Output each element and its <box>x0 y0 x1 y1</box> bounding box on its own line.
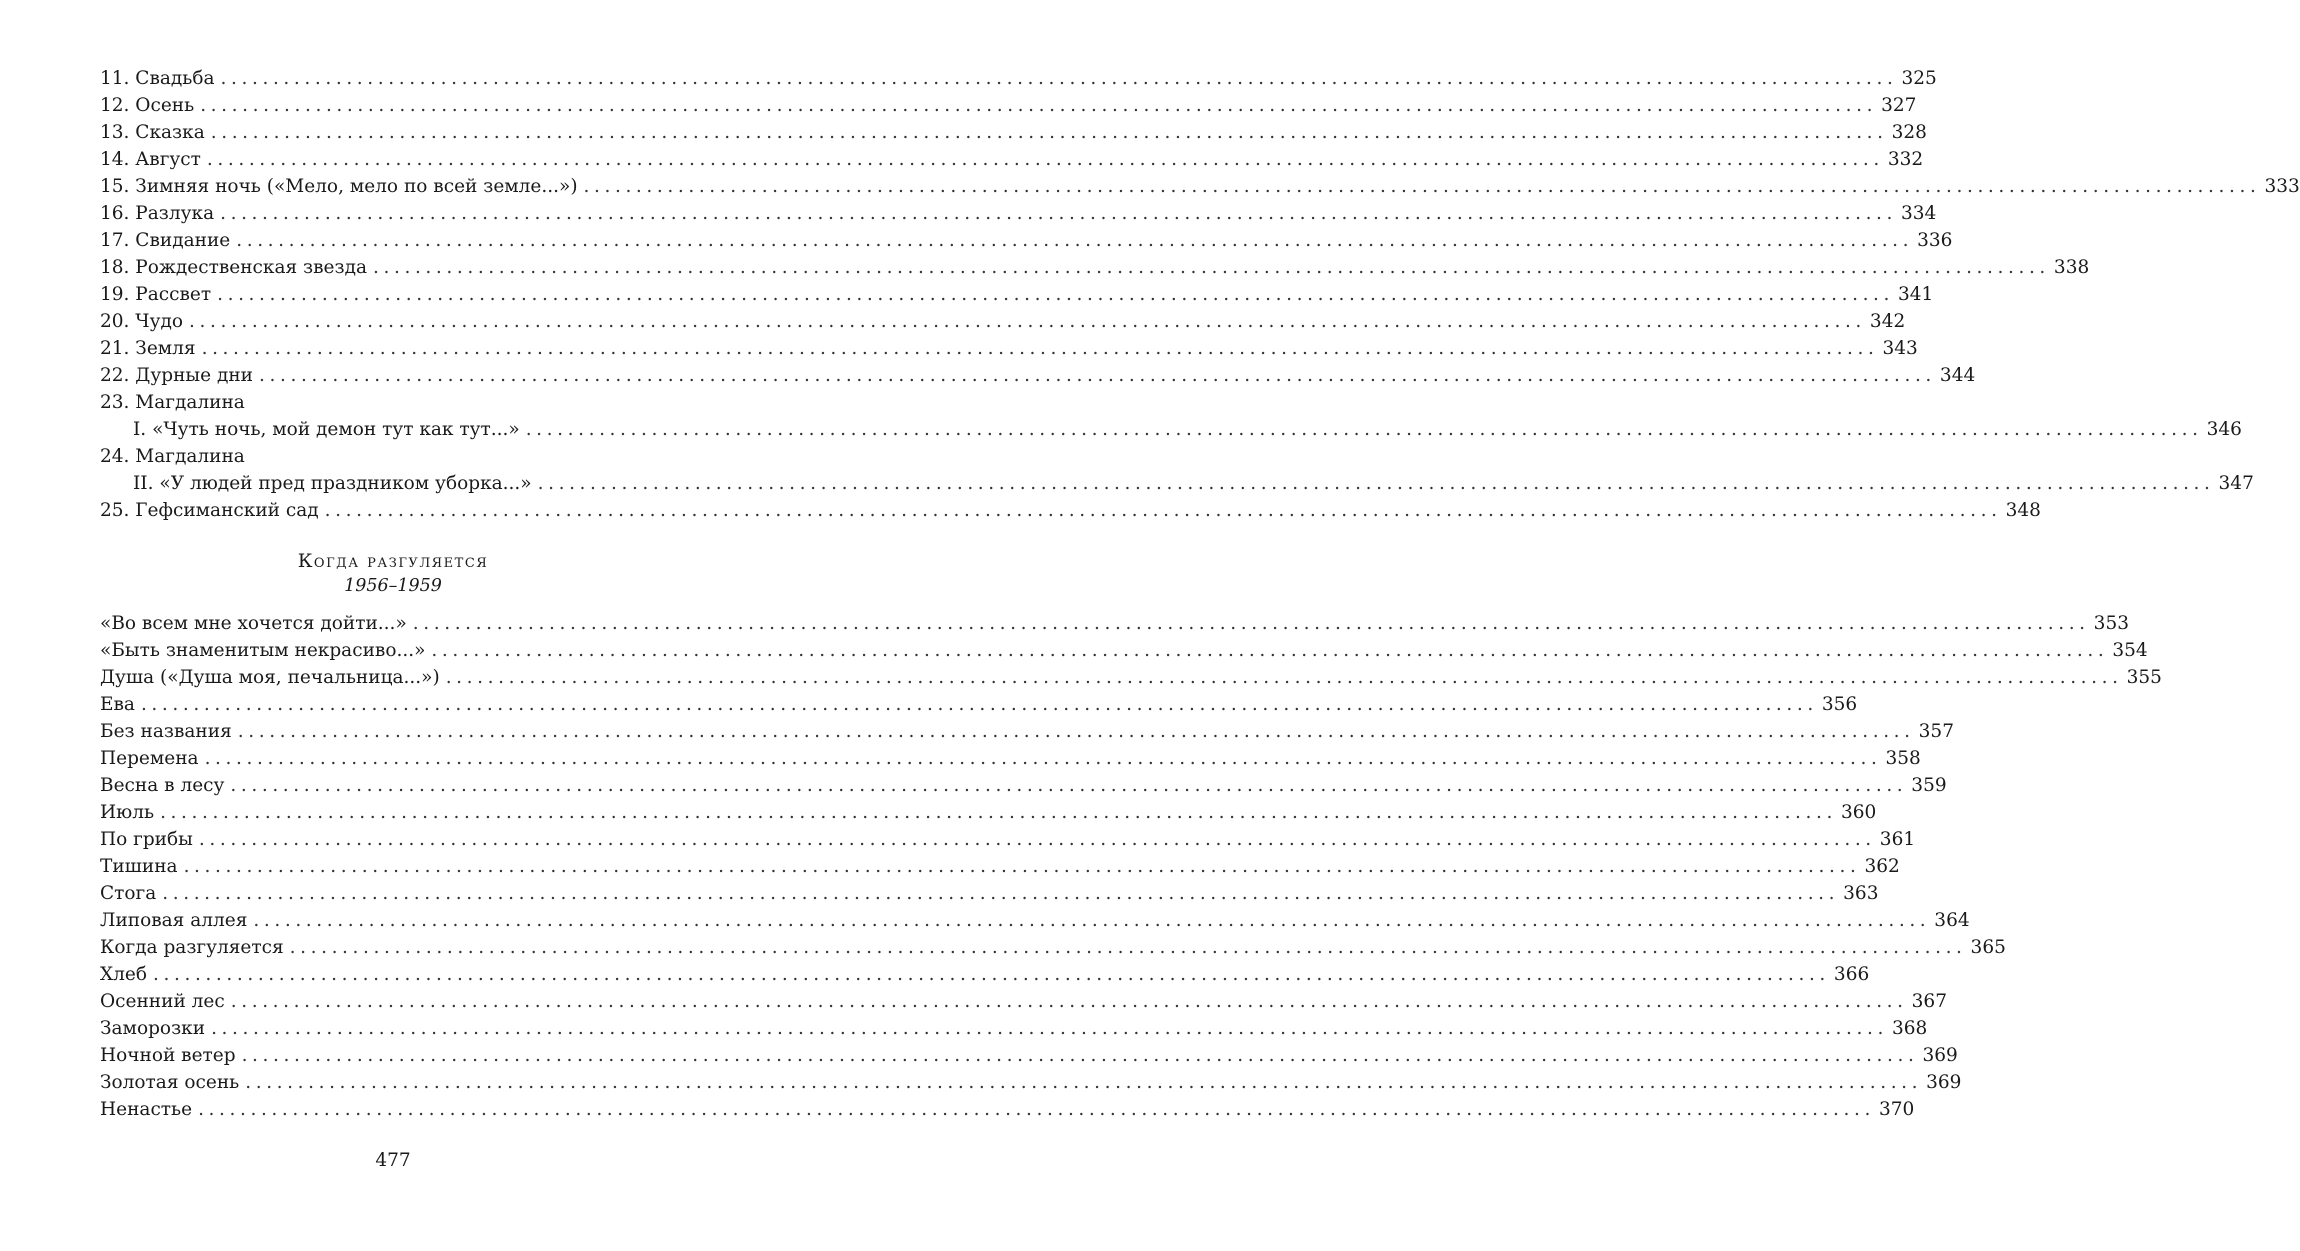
entry-title: 16. Разлука <box>100 203 215 224</box>
entry-title: Душа («Душа моя, печальница...») <box>100 667 440 688</box>
toc-entry <box>100 961 1870 988</box>
toc-entry <box>100 65 1937 92</box>
entry-title: I. «Чуть ночь, мой демон тут как тут...» <box>133 419 520 440</box>
toc-entry <box>100 853 1900 880</box>
dot-leader: ................................................................................................................................................................ <box>189 311 1866 332</box>
entry-page-number: 354 <box>2112 640 2148 661</box>
dot-leader: ................................................................................................................................................................ <box>373 257 2050 278</box>
entry-page-number: 346 <box>2206 419 2242 440</box>
toc-part-2 <box>100 610 2162 1123</box>
toc-entry <box>100 745 1921 772</box>
dot-leader: ................................................................................................................................................................ <box>220 68 1898 89</box>
entry-page-number: 359 <box>1911 775 1947 796</box>
entry-page-number: 362 <box>1864 856 1900 877</box>
dot-leader: ................................................................................................................................................................ <box>525 419 2203 440</box>
entry-title: Весна в лесу <box>100 775 225 796</box>
dot-leader: ................................................................................................................................................................ <box>259 365 1936 386</box>
entry-group-heading: 23. Магдалина <box>100 392 245 413</box>
entry-page-number: 357 <box>1918 721 1954 742</box>
dot-leader: ................................................................................................................................................................ <box>204 748 1882 769</box>
toc-entry <box>100 637 2148 664</box>
dot-leader: ................................................................................................................................................................ <box>412 613 2090 634</box>
dot-leader: ................................................................................................................................................................ <box>237 721 1915 742</box>
entry-page-number: 353 <box>2093 613 2129 634</box>
toc-entry <box>100 1042 1958 1069</box>
entry-page-number: 338 <box>2053 257 2090 278</box>
section-years: 1956–1959 <box>344 576 442 596</box>
toc-entry <box>100 308 1906 335</box>
entry-title: 20. Чудо <box>100 311 184 332</box>
entry-title: 18. Рождественская звезда <box>100 257 368 278</box>
toc-entry <box>100 799 1877 826</box>
entry-page-number: 368 <box>1891 1018 1928 1039</box>
toc-entry <box>100 173 2300 200</box>
toc-entry <box>100 281 1934 308</box>
toc-entry <box>100 1069 1962 1096</box>
entry-title: Когда разгуляется <box>100 937 284 958</box>
entry-page-number: 367 <box>1911 991 1947 1012</box>
toc-entry <box>100 907 1970 934</box>
entry-title: Липовая аллея <box>100 910 248 931</box>
dot-leader: ................................................................................................................................................................ <box>198 1099 1875 1120</box>
entry-title: 13. Сказка <box>100 122 205 143</box>
entry-page-number: 356 <box>1821 694 1858 715</box>
entry-page-number: 369 <box>1922 1045 1958 1066</box>
dot-leader: ................................................................................................................................................................ <box>220 203 1898 224</box>
entry-title: 12. Осень <box>100 95 195 116</box>
entry-title: 19. Рассвет <box>100 284 212 305</box>
toc-entry <box>100 880 1879 907</box>
entry-title: «Быть знаменитым некрасиво...» <box>100 640 426 661</box>
entry-page-number: 325 <box>1901 68 1937 89</box>
entry-page-number: 336 <box>1917 230 1953 251</box>
dot-leader: ................................................................................................................................................................ <box>211 1018 1888 1039</box>
toc-entry <box>100 92 1917 119</box>
dot-leader: ................................................................................................................................................................ <box>183 856 1861 877</box>
entry-page-number: 358 <box>1885 748 1921 769</box>
toc-entry <box>100 335 1918 362</box>
entry-page-number: 370 <box>1878 1099 1915 1120</box>
toc-entry <box>100 772 1947 799</box>
dot-leader: ................................................................................................................................................................ <box>162 883 1840 904</box>
dot-leader: ................................................................................................................................................................ <box>289 937 1967 958</box>
entry-page-number: 334 <box>1901 203 1937 224</box>
entry-page-number: 327 <box>1881 95 1917 116</box>
dot-leader: ................................................................................................................................................................ <box>210 122 1888 143</box>
entry-title: Ночной ветер <box>100 1045 236 1066</box>
dot-leader: ................................................................................................................................................................ <box>206 149 1884 170</box>
entry-title: 11. Свадьба <box>100 68 215 89</box>
dot-leader: ................................................................................................................................................................ <box>217 284 1895 305</box>
toc-entry <box>100 718 1954 745</box>
page-number: 477 <box>375 1150 411 1171</box>
entry-title: Золотая осень <box>100 1072 240 1093</box>
dot-leader: ................................................................................................................................................................ <box>537 473 2215 494</box>
entry-title: 25. Гефсиманский сад <box>100 500 319 521</box>
toc-entry <box>100 227 1953 254</box>
toc-entry <box>100 664 2162 691</box>
entry-page-number: 342 <box>1869 311 1906 332</box>
entry-title: Тишина <box>100 856 178 877</box>
entry-page-number: 360 <box>1840 802 1877 823</box>
entry-title: 22. Дурные дни <box>100 365 254 386</box>
dot-leader: ................................................................................................................................................................ <box>198 829 1876 850</box>
entry-page-number: 332 <box>1887 149 1924 170</box>
dot-leader: ................................................................................................................................................................ <box>431 640 2109 661</box>
entry-page-number: 364 <box>1934 910 1970 931</box>
dot-leader: ................................................................................................................................................................ <box>230 991 1908 1012</box>
entry-title: 21. Земля <box>100 338 196 359</box>
toc-entry <box>100 826 1916 853</box>
entry-page-number: 341 <box>1898 284 1934 305</box>
dot-leader: ................................................................................................................................................................ <box>160 802 1837 823</box>
entry-title: 15. Зимняя ночь («Мело, мело по всей земле...») <box>100 176 578 197</box>
dot-leader: ................................................................................................................................................................ <box>253 910 1931 931</box>
entry-title: Ева <box>100 694 135 715</box>
toc-subentry <box>100 416 2242 443</box>
entry-title: Июль <box>100 802 155 823</box>
entry-title: Хлеб <box>100 964 148 985</box>
entry-page-number: 343 <box>1882 338 1918 359</box>
entry-title: По грибы <box>100 829 193 850</box>
entry-page-number: 366 <box>1833 964 1870 985</box>
entry-title: Заморозки <box>100 1018 206 1039</box>
dot-leader: ................................................................................................................................................................ <box>245 1072 1923 1093</box>
dot-leader: ................................................................................................................................................................ <box>153 964 1830 985</box>
entry-title: «Во всем мне хочется дойти...» <box>100 613 407 634</box>
entry-title: Перемена <box>100 748 199 769</box>
entry-page-number: 333 <box>2264 176 2300 197</box>
entry-page-number: 344 <box>1939 365 1976 386</box>
dot-leader: ................................................................................................................................................................ <box>140 694 1818 715</box>
entry-page-number: 369 <box>1926 1072 1962 1093</box>
toc-entry <box>100 988 1947 1015</box>
toc-entry <box>100 254 2090 281</box>
toc-entry <box>100 146 1924 173</box>
toc-entry <box>100 610 2129 637</box>
dot-leader: ................................................................................................................................................................ <box>241 1045 1919 1066</box>
section-title: Когда разгуляется <box>297 550 489 572</box>
toc-entry <box>100 1015 1928 1042</box>
entry-title: Осенний лес <box>100 991 225 1012</box>
entry-title: 14. Август <box>100 149 201 170</box>
dot-leader: ................................................................................................................................................................ <box>230 775 1908 796</box>
dot-leader: ................................................................................................................................................................ <box>445 667 2123 688</box>
entry-title: 17. Свидание <box>100 230 231 251</box>
entry-page-number: 328 <box>1891 122 1927 143</box>
dot-leader: ................................................................................................................................................................ <box>201 338 1879 359</box>
dot-leader: ................................................................................................................................................................ <box>236 230 1914 251</box>
toc-entry <box>100 200 1937 227</box>
entry-title: II. «У людей пред праздником уборка...» <box>133 473 532 494</box>
dot-leader: ................................................................................................................................................................ <box>583 176 2261 197</box>
entry-page-number: 365 <box>1970 937 2006 958</box>
dot-leader: ................................................................................................................................................................ <box>200 95 1878 116</box>
toc-entry <box>100 362 1976 389</box>
toc-entry <box>100 1096 1915 1123</box>
toc-part-1 <box>100 65 2300 524</box>
toc-entry <box>100 119 1927 146</box>
toc-entry <box>100 934 2006 961</box>
entry-page-number: 355 <box>2126 667 2162 688</box>
entry-title: Ненастье <box>100 1099 193 1120</box>
entry-title: Без названия <box>100 721 232 742</box>
entry-page-number: 347 <box>2218 473 2254 494</box>
entry-page-number: 348 <box>2005 500 2041 521</box>
entry-page-number: 363 <box>1843 883 1879 904</box>
toc-subentry <box>100 470 2254 497</box>
entry-group-heading: 24. Магдалина <box>100 446 245 467</box>
toc-entry <box>100 497 2041 524</box>
dot-leader: ................................................................................................................................................................ <box>324 500 2002 521</box>
toc-entry <box>100 691 1858 718</box>
entry-title: Стога <box>100 883 157 904</box>
entry-page-number: 361 <box>1879 829 1916 850</box>
